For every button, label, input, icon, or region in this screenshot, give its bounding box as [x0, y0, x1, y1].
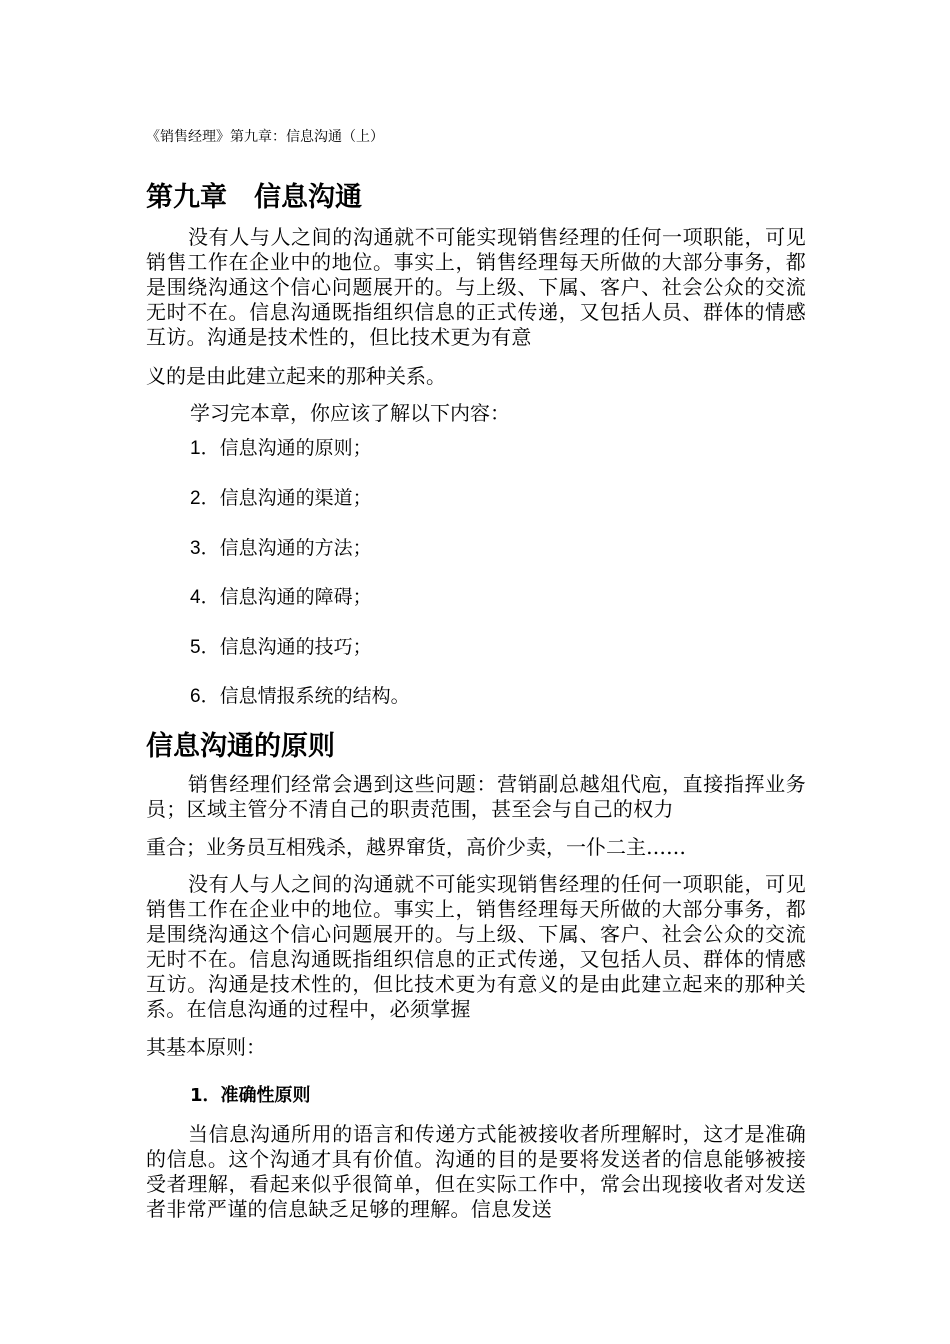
running-header: 《销售经理》第九章：信息沟通（上） — [146, 129, 384, 145]
section-paragraph: 没有人与人之间的沟通就不可能实现销售经理的任何一项职能，可见销售工作在企业中的地位。事实上，销售经理每天所做的大部分事务，都是围绕沟通这个信心问题展开的。与上级、下属、客户、社会公众的交流无时不在。信息沟通既指组织信息的正式传递，又包括人员、群体的情感互访。沟通是技术性的，但比技术更为有意义的是由此建立起来的那种关系。在信息沟通的过程中，必须掌握 — [146, 872, 806, 1021]
section-paragraph-tail: 其基本原则： — [146, 1035, 266, 1059]
chapter-title: 第九章 信息沟通 — [146, 182, 362, 213]
objective-item: 5．信息沟通的技巧； — [190, 636, 372, 658]
intro-paragraph: 没有人与人之间的沟通就不可能实现销售经理的任何一项职能，可见销售工作在企业中的地位。事实上，销售经理每天所做的大部分事务，都是围绕沟通这个信心问题展开的。与上级、下属、客户、社会公众的交流无时不在。信息沟通既指组织信息的正式传递，又包括人员、群体的情感互访。沟通是技术性的，但比技术更为有意 — [146, 225, 806, 349]
intro-paragraph-tail: 义的是由此建立起来的那种关系。 — [146, 364, 446, 388]
objective-item: 2．信息沟通的渠道； — [190, 487, 372, 509]
objective-item: 3．信息沟通的方法； — [190, 537, 372, 559]
objective-item: 4．信息沟通的障碍； — [190, 586, 372, 608]
objective-item: 1．信息沟通的原则； — [190, 437, 372, 459]
section-paragraph: 销售经理们经常会遇到这些问题：营销副总越俎代庖，直接指挥业务员；区域主管分不清自己的职责范围，甚至会与自己的权力 — [146, 772, 806, 821]
subsection-title: 1．准确性原则 — [190, 1085, 311, 1106]
objective-item: 6．信息情报系统的结构。 — [190, 685, 410, 707]
subsection-paragraph: 当信息沟通所用的语言和传递方式能被接收者所理解时，这才是准确的信息。这个沟通才具有价值。沟通的目的是要将发送者的信息能够被接受者理解，看起来似乎很简单，但在实际工作中，常会出现接收者对发送者非常严谨的信息缺乏足够的理解。信息发送 — [146, 1122, 806, 1221]
section-paragraph-tail: 重合；业务员互相残杀，越界窜货，高价少卖，一仆二主…… — [146, 835, 686, 859]
section-title: 信息沟通的原则 — [146, 731, 335, 762]
learning-intro: 学习完本章，你应该了解以下内容： — [190, 401, 510, 425]
